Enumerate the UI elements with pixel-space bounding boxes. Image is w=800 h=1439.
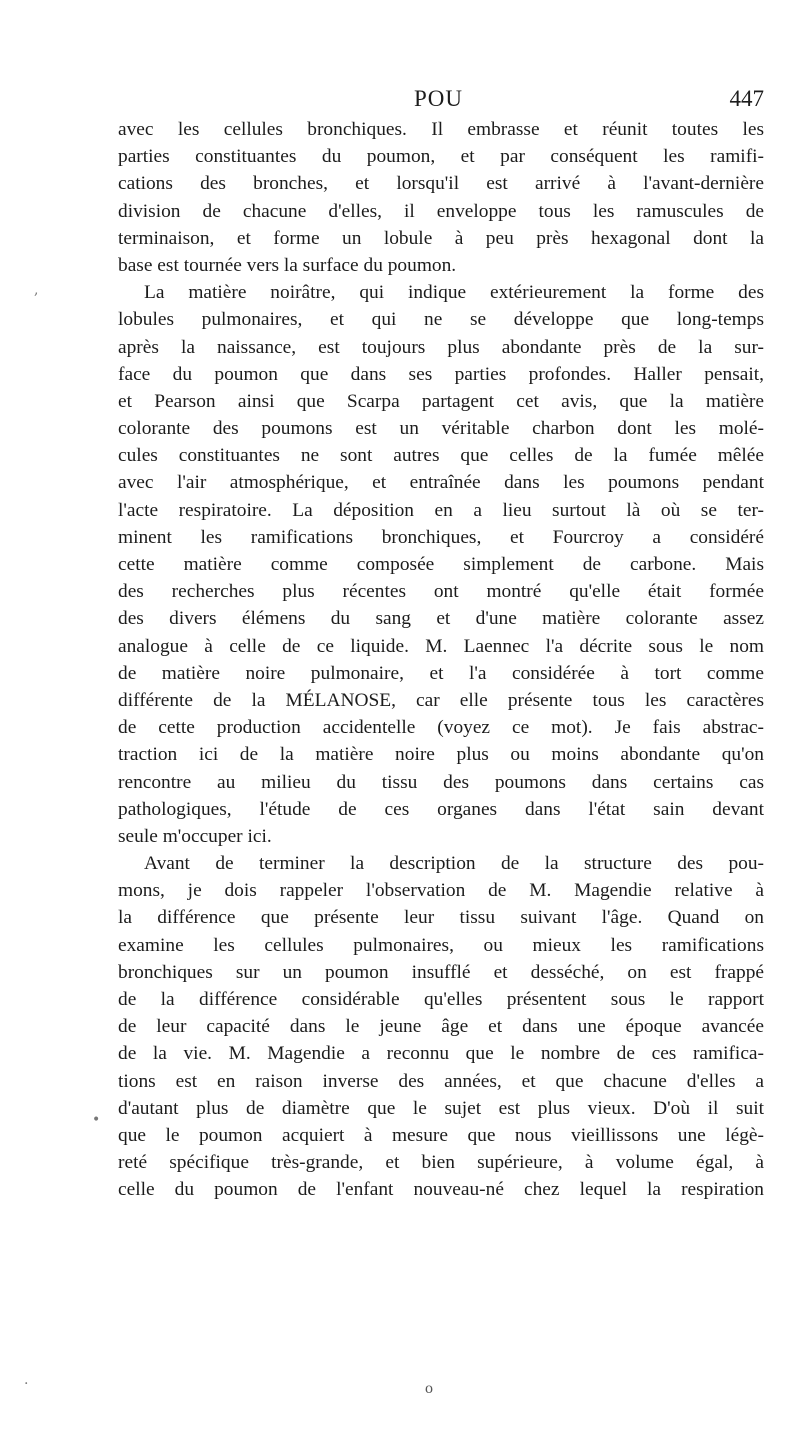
text-line: face du poumon que dans ses parties profondes. Haller pensait,: [118, 363, 764, 385]
margin-speck: •: [92, 1112, 101, 1128]
body-text: [118, 116, 764, 1204]
text-line: de cette production accidentelle (voyez ce mot). Je fais abstrac-: [118, 717, 764, 739]
text-line: de leur capacité dans le jeune âge et dans une époque avancée: [118, 1016, 764, 1038]
text-line: cules constituantes ne sont autres que celles de la fumée mêlée: [118, 445, 764, 467]
text-line: lobules pulmonaires, et qui ne se développe que long-temps: [118, 309, 764, 331]
text-line: des recherches plus récentes ont montré qu'elle était formée: [118, 581, 764, 603]
text-line: de la différence considérable qu'elles présentent sous le rapport: [118, 989, 764, 1010]
text-line: celle du poumon de l'enfant nouveau-né chez lequel la respiration: [118, 1179, 764, 1201]
text-line: d'autant plus de diamètre que le sujet est plus vieux. D'où il suit: [118, 1097, 764, 1119]
text-line: La matière noirâtre, qui indique extérieurement la forme des: [144, 282, 764, 304]
text-line: l'acte respiratoire. La déposition en a lieu surtout là où se ter-: [118, 499, 764, 521]
text-line: parties constituantes du poumon, et par conséquent les ramifi-: [118, 146, 764, 168]
text-line: mons, je dois rappeler l'observation de M. Magendie relative à: [118, 880, 764, 902]
text-line: que le poumon acquiert à mesure que nous vieillissons une légè-: [118, 1124, 764, 1146]
text-line: division de chacune d'elles, il enveloppe tous les ramuscules de: [118, 200, 764, 222]
text-line: avec les cellules bronchiques. Il embrasse et réunit toutes les: [118, 119, 764, 140]
text-line: cette matière comme composée simplement de carbone. Mais: [118, 554, 764, 575]
text-line: la différence que présente leur tissu suivant l'âge. Quand on: [118, 907, 764, 929]
running-head-title: POU: [414, 86, 464, 111]
text-line: minent les ramifications bronchiques, et Fourcroy a considéré: [118, 526, 764, 548]
text-line: de matière noire pulmonaire, et l'a considérée à tort comme: [118, 662, 764, 684]
text-line: traction ici de la matière noire plus ou moins abondante qu'on: [118, 744, 764, 766]
text-line: Avant de terminer la description de la structure des pou-: [144, 853, 764, 875]
page-number: 447: [729, 86, 764, 111]
text-line: des divers élémens du sang et d'une matière colorante assez: [118, 608, 764, 630]
text-line: terminaison, et forme un lobule à peu près hexagonal dont la: [118, 227, 764, 249]
text-line: de la vie. M. Magendie a reconnu que le nombre de ces ramifica-: [118, 1043, 764, 1065]
text-line: analogue à celle de ce liquide. M. Laennec l'a décrite sous le nom: [118, 635, 764, 657]
text-line: avec l'air atmosphérique, et entraînée dans les poumons pendant: [118, 472, 764, 494]
text-line: rencontre au milieu du tissu des poumons dans certains cas: [118, 771, 764, 793]
text-line: examine les cellules pulmonaires, ou mieux les ramifications: [118, 934, 764, 956]
text-line: pathologiques, l'étude de ces organes dans l'état sain devant: [118, 798, 764, 820]
text-line: reté spécifique très-grande, et bien supérieure, à volume égal, à: [118, 1152, 764, 1174]
text-line: et Pearson ainsi que Scarpa partagent cet avis, que la matière: [118, 390, 764, 412]
running-head: [118, 86, 764, 114]
text-line: bronchiques sur un poumon insufflé et desséché, on est frappé: [118, 961, 764, 983]
margin-speck: .: [24, 1372, 29, 1388]
footer-signature-mark: o: [425, 1380, 433, 1397]
text-line: après la naissance, est toujours plus abondante près de la sur-: [118, 336, 764, 358]
text-line: différente de la MÉLANOSE, car elle présente tous les caractères: [118, 689, 764, 711]
text-line: base est tournée vers la surface du poumon.: [118, 254, 457, 276]
text-line: colorante des poumons est un véritable charbon dont les molé-: [118, 418, 764, 440]
text-line: tions est en raison inverse des années, et que chacune d'elles a: [118, 1070, 764, 1092]
text-line: cations des bronches, et lorsqu'il est arrivé à l'avant-dernière: [118, 173, 764, 195]
text-line: seule m'occuper ici.: [118, 825, 272, 847]
margin-speck: ,: [34, 282, 39, 298]
